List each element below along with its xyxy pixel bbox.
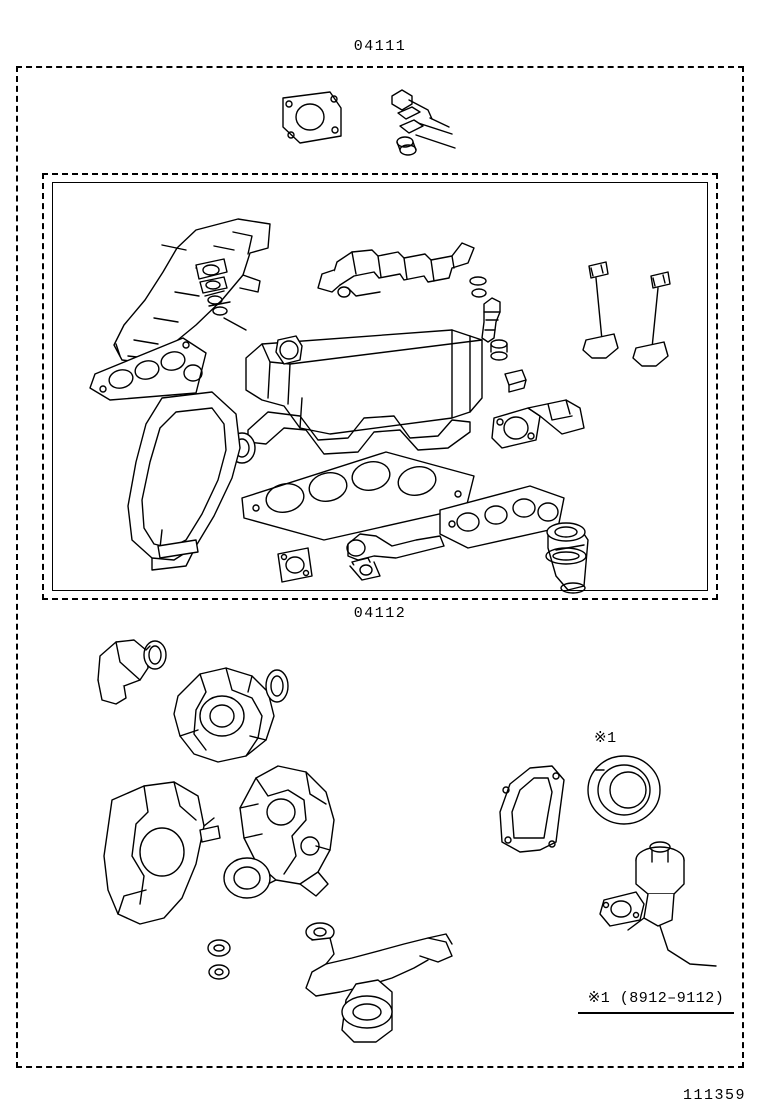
inner-kit-boundary-solid	[52, 182, 708, 591]
note-text: ※1 (8912–9112)	[587, 989, 725, 1007]
figure-number: 111359	[682, 1087, 746, 1104]
outer-kit-label: 04111	[353, 38, 407, 55]
inner-kit-label: 04112	[353, 605, 407, 622]
note-marker: ※1	[594, 730, 617, 747]
note-underline	[578, 1012, 734, 1014]
note-box	[576, 980, 736, 1014]
